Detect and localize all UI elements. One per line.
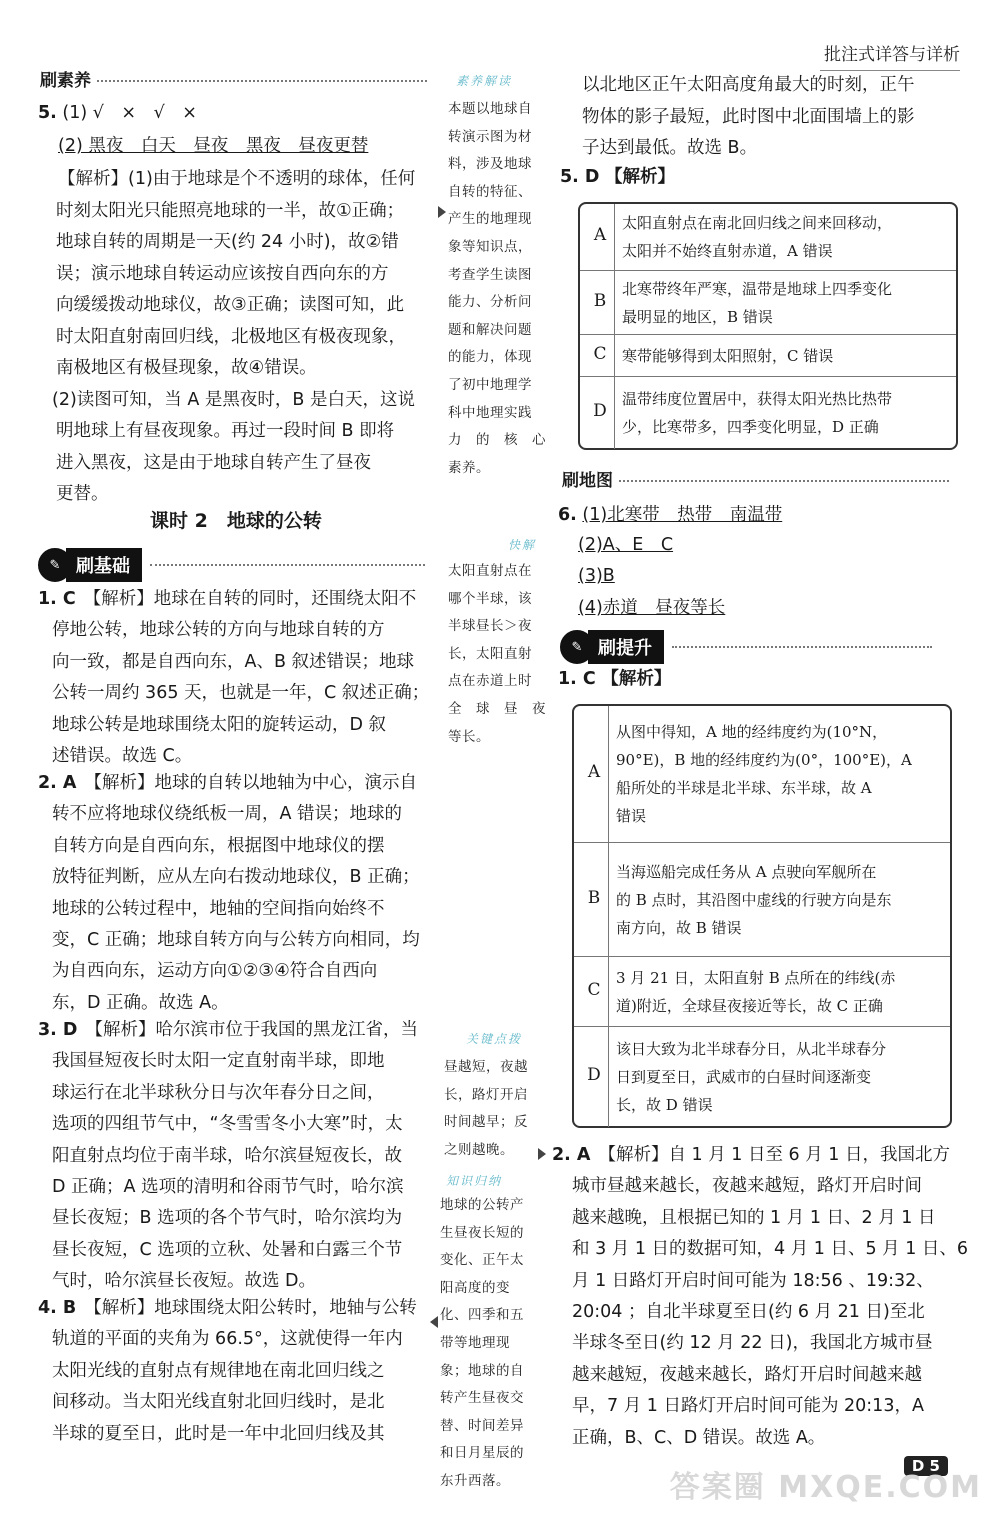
table-row-label: C — [593, 344, 607, 364]
explanation-line: 向缓缓拨动地球仪，故③正确；读图可知，此 — [56, 295, 405, 315]
q3-left-line — [52, 1078, 385, 1109]
q2-left-text: 东，D 正确。故选 A。 — [52, 992, 229, 1013]
q2-right-line — [572, 1423, 825, 1454]
table-row — [574, 706, 950, 842]
table-row-label: B — [587, 888, 601, 908]
note1-title: 素养解读 — [456, 74, 513, 88]
q2-right-text: 【解析】自 1 月 1 日至 6 月 1 日，我国北方 — [598, 1145, 951, 1165]
note-line: 点在赤道上时 — [448, 673, 532, 690]
note-line: 料，涉及地球 — [448, 156, 532, 173]
note-line: 变化、正午太 — [440, 1252, 524, 1269]
note-line: 题和解决问题 — [448, 321, 532, 338]
q1-left-line — [52, 710, 386, 741]
note-line: 能力、分析问 — [448, 294, 532, 311]
q1-left-text: 停地公转，地球公转的方向与地球自转的方 — [52, 620, 385, 641]
q5-left-answers2: (2) 黑夜 白天 昼夜 黑夜 昼夜更替 — [58, 136, 369, 156]
note-line: 带等地理现 — [440, 1335, 510, 1351]
q2-right-text: 半球冬至日(约 12 月 22 日)，我国北方城市昼 — [572, 1333, 933, 1354]
table-cell-line: 北寒带终年严寒，温带是地球上四季变化 — [622, 280, 893, 298]
badge-shuatisheng-label: 刷提升 — [588, 630, 664, 664]
q3-left-line — [52, 1172, 404, 1203]
q4-left-line — [52, 1387, 385, 1418]
explanation-line: 【解析】(1)由于地球是个不透明的球体，任何 — [58, 169, 416, 189]
note-line: 阳高度的变 — [440, 1279, 510, 1296]
note-line: 和日月星辰的 — [440, 1445, 524, 1462]
table-cell-line: 船所处的半球是北半球、东半球，故 A — [616, 779, 872, 797]
q2-left-text: 转不应将地球仪绕纸板一周，A 错误；地球的 — [52, 804, 403, 825]
q5-left-number: 5. — [38, 103, 57, 123]
q6-answer2: (2)A、E C — [578, 535, 674, 555]
q2-left-text: 放特征判断，应从左向右拨动地球仪，B 正确； — [52, 867, 420, 888]
q2-left-line — [52, 894, 385, 925]
note-line: 全 球 昼 夜 — [448, 701, 546, 717]
note-line: 产生的地理现 — [448, 211, 532, 228]
explanation-line: 地球自转的周期是一天(约 24 小时)，故②错 — [56, 232, 399, 252]
explanation-line: 进入黑夜，这是由于地球自转产生了昼夜 — [56, 452, 371, 473]
q1-left-number: 1. C — [38, 589, 76, 609]
note-line: 长，路灯开启 — [444, 1086, 528, 1103]
table-cell-line: 90°E)，B 地的经纬度约为(0°，100°E)，A — [616, 751, 912, 769]
page-header-title: 批注式详答与详析 — [824, 40, 960, 65]
note-line: 本题以地球自 — [448, 101, 532, 117]
q3-left-text: 气时，哈尔滨昼长夜短。故选 D。 — [52, 1271, 317, 1292]
q2-right-line — [572, 1328, 932, 1359]
q2-left-text: 【解析】地球的自转以地轴为中心，演示自 — [84, 773, 417, 793]
note-line: 考查学生读图 — [448, 266, 532, 283]
q1-left-text: 向一致，都是自西向东，A、B 叙述错误；地球 — [52, 651, 415, 672]
q4-left-line — [52, 1356, 385, 1387]
dotted-divider — [619, 480, 949, 482]
analysis-table-q5 — [578, 202, 958, 450]
q5-left-part1 — [38, 98, 197, 129]
q2-left-text: 自转方向是自西向东，根据图中地球仪的摆 — [52, 835, 385, 856]
table-row — [574, 842, 950, 957]
note-line: 化、四季和五 — [440, 1307, 524, 1324]
pointer-arrow-icon — [438, 206, 446, 218]
table-row-label: D — [587, 1065, 601, 1085]
table-cell-line: 少，比寒带多，四季变化明显，D 正确 — [622, 418, 879, 436]
table-divider — [608, 706, 609, 842]
q4-left-text: 【解析】地球围绕太阳公转时，地轴与公转 — [84, 1298, 417, 1318]
q1-left-line — [52, 678, 429, 709]
table-row-label: D — [593, 401, 607, 421]
watermark: 答案圈 MXQE.COM — [669, 1470, 982, 1505]
q2-right-text: 20:04 ；自北半球夏至日(约 6 月 21 日)至北 — [572, 1302, 925, 1322]
table-row-label: A — [587, 762, 601, 782]
q3-left-text: 球运行在北半球秋分日与次年春分日之间， — [52, 1082, 385, 1103]
table-row — [580, 204, 956, 270]
analysis-table-q1 — [572, 704, 952, 1128]
table-cell-line: 道)附近，全球昼夜接近等长，故 C 正确 — [616, 997, 883, 1015]
q1-right-number: 1. C — [558, 669, 596, 689]
q2-right-text: 月 1 日路灯开启时间可能为 18:56 、19:32、 — [572, 1270, 934, 1291]
badge-shuajichu-label: 刷基础 — [66, 548, 142, 582]
note-line: 等长。 — [448, 728, 490, 745]
q3-left-line — [38, 1015, 418, 1046]
table-divider — [614, 271, 615, 335]
q2-right-line — [552, 1140, 950, 1171]
q2-right-text: 和 3 月 1 日的数据可知，4 月 1 日、5 月 1 日、6 — [572, 1239, 969, 1260]
explanation-line: 误；演示地球自转运动应该按自西向东的方 — [56, 263, 389, 284]
q1-right-tag: 【解析】 — [601, 669, 672, 689]
table-cell-line: 南方向，故 B 错误 — [616, 919, 742, 937]
q3-left-line — [52, 1141, 402, 1172]
q2-right-text: 城市昼越来越长，夜越来越短，路灯开启时间 — [572, 1176, 922, 1197]
q3-left-line — [52, 1235, 402, 1266]
q1-right — [558, 664, 671, 695]
note-line: 科中地理实践 — [448, 404, 532, 421]
q3-left-text: 选项的四组节气中，“冬雪雪冬小大寒”时，太 — [52, 1114, 403, 1135]
q2-right-text: 早，7 月 1 日路灯开启时间可能为 20:13，A — [572, 1396, 924, 1417]
pointer-arrow-icon — [430, 1316, 438, 1328]
q4-left-text: 半球的夏至日，此时是一年中北回归线及其 — [52, 1423, 385, 1444]
q3-left-number: 3. D — [38, 1020, 78, 1040]
q2-left-line — [52, 799, 402, 830]
q1-left-line — [52, 615, 385, 646]
explanation-line: 时太阳直射南回归线，北极地区有极夜现象， — [56, 326, 406, 347]
q2-right-line — [572, 1297, 925, 1328]
table-row-label: A — [593, 225, 607, 245]
q4-left-number: 4. B — [38, 1298, 77, 1318]
note-line: 半球昼长＞夜 — [448, 618, 532, 635]
q4-left-text: 太阳光线的直射点有规律地在南北回归线之 — [52, 1360, 385, 1381]
q2-right-line — [572, 1203, 935, 1234]
note-line: 替、时间差异 — [440, 1417, 524, 1434]
table-divider — [608, 957, 609, 1027]
section-shuaditu-label: 刷地图 — [562, 471, 613, 491]
section-shuasuyang — [40, 66, 427, 91]
q2-left-text: 变，C 正确；地球自转方向与公转方向相同，均 — [52, 930, 420, 950]
section-shuasuyang-label: 刷素养 — [40, 71, 91, 91]
note4-title: 知识归纳 — [446, 1174, 503, 1188]
badge-shuajichu — [38, 548, 425, 582]
q1-left-text: 公转一周约 365 天，也就是一年，C 叙述正确； — [52, 683, 430, 704]
table-cell-line: 3 月 21 日，太阳直射 B 点所在的纬线(赤 — [616, 969, 896, 987]
continuation-line: 子达到最低。故选 B。 — [582, 138, 758, 158]
q5-left-answers1: (1) √ × √ × — [62, 103, 197, 123]
note-line: 太阳直射点在 — [448, 563, 532, 579]
note-line: 东升西落。 — [440, 1473, 510, 1489]
explanation-line: 更替。 — [56, 484, 109, 504]
q1-left-line — [38, 584, 416, 615]
table-cell-line: 寒带能够得到太阳照射，C 错误 — [622, 347, 834, 365]
table-cell-line: 该日大致为北半球春分日，从北半球春分 — [616, 1040, 887, 1058]
table-divider — [614, 204, 615, 270]
table-cell-line: 最明显的地区，B 错误 — [622, 308, 773, 326]
table-row — [574, 1026, 950, 1127]
q3-left-text: 昼长夜短；B 选项的各个节气时，哈尔滨均为 — [52, 1208, 403, 1229]
q3-left-line — [52, 1109, 403, 1140]
q1-left-text: 述错误。故选 C。 — [52, 746, 193, 766]
q4-left-line — [52, 1419, 385, 1450]
q3-left-text: 昼长夜短，C 选项的立秋、处暑和白露三个节 — [52, 1239, 403, 1260]
q5-right-tag: 【解析】 — [605, 167, 676, 187]
q2-right-number: 2. A — [552, 1145, 591, 1165]
q3-left-line — [52, 1203, 402, 1234]
q2-right-line — [572, 1171, 922, 1202]
q6-answer4: (4)赤道 昼夜等长 — [578, 598, 726, 618]
q2-right-line — [572, 1391, 924, 1422]
q6-answer1: (1)北寒带 热带 南温带 — [582, 505, 783, 525]
q2-left-text: 为自西向东，运动方向①②③④符合自西向 — [52, 961, 378, 982]
q6-answer3: (3)B — [578, 566, 615, 586]
q2-right-text: 越来越短，夜越来越长，路灯开启时间越来越 — [572, 1364, 922, 1385]
dotted-divider — [672, 646, 932, 648]
table-divider — [608, 1027, 609, 1127]
q3-left-text: 【解析】哈尔滨市位于我国的黑龙江省，当 — [85, 1020, 418, 1040]
pen-book-icon: ✎ — [38, 548, 72, 582]
table-row — [580, 334, 956, 377]
note-line: 哪个半球，该 — [448, 590, 532, 607]
q3-left-text: D 正确；A 选项的清明和谷雨节气时，哈尔滨 — [52, 1177, 404, 1197]
q2-right-line — [572, 1360, 922, 1391]
q4-left-line — [52, 1324, 403, 1355]
dotted-divider — [97, 80, 427, 82]
note-line: 长，太阳直射 — [448, 645, 532, 662]
q2-left-line — [52, 862, 420, 893]
badge-shuatisheng — [560, 630, 932, 664]
note-line: 转演示图为材 — [448, 128, 532, 145]
q5-right — [560, 162, 675, 193]
note-line: 的能力，体现 — [448, 349, 532, 366]
q2-left-line — [38, 768, 417, 799]
q2-left-text: 地球的公转过程中，地轴的空间指向始终不 — [52, 898, 385, 919]
q6-number: 6. — [558, 505, 577, 525]
q3-left-line — [52, 1046, 385, 1077]
note-line: 素养。 — [448, 459, 490, 476]
q2-left-line — [52, 925, 420, 956]
lesson-title: 课时 2 地球的公转 — [150, 510, 322, 532]
note3-title: 关键点拨 — [466, 1032, 523, 1046]
note2-title: 快解 — [508, 538, 537, 552]
explanation-line: 明地球上有昼夜现象。再过一段时间 B 即将 — [56, 421, 395, 441]
note-line: 了初中地理学 — [448, 377, 532, 393]
q6-part1 — [558, 500, 782, 531]
table-cell-line: 的 B 点时，其沿图中虚线的行驶方向是东 — [616, 891, 892, 909]
note-line: 象等知识点， — [448, 239, 532, 255]
q2-right-line — [572, 1266, 934, 1297]
note-line: 转产生昼夜交 — [440, 1390, 524, 1407]
table-cell-line: 太阳直射点在南北回归线之间来回移动， — [622, 214, 893, 232]
table-divider — [614, 335, 615, 377]
explanation-line: 时刻太阳光只能照亮地球的一半，故①正确； — [56, 200, 405, 221]
table-cell-line: 从图中得知，A 地的经纬度约为(10°N， — [616, 723, 888, 741]
page-number: D 5 — [904, 1456, 948, 1476]
note-line: 力 的 核 心 — [448, 432, 546, 449]
q2-right-text: 越来越晚，且根据已知的 1 月 1 日、2 月 1 日 — [572, 1207, 936, 1228]
pointer-arrow-icon — [538, 1148, 546, 1160]
q4-left-text: 间移动。当太阳光线直射北回归线时，是北 — [52, 1392, 385, 1413]
q3-left-text: 阳直射点均位于南半球，哈尔滨昼短夜长，故 — [52, 1145, 402, 1166]
note-line: 时间越早；反 — [444, 1114, 528, 1131]
q1-left-line — [52, 647, 414, 678]
note-line: 昼越短，夜越 — [444, 1059, 528, 1075]
explanation-line: (2)读图可知，当 A 是黑夜时，B 是白天，这说 — [52, 389, 415, 410]
table-row — [580, 376, 956, 449]
table-cell-line: 温带纬度位置居中，获得太阳光热比热带 — [622, 390, 893, 408]
table-row — [580, 270, 956, 335]
note-line: 自转的特征、 — [448, 183, 532, 200]
table-row — [574, 956, 950, 1027]
q4-left-text: 轨道的平面的夹角为 66.5°，这就使得一年内 — [52, 1329, 403, 1350]
q2-right-line — [572, 1234, 968, 1265]
table-row-label: C — [587, 980, 601, 1000]
dotted-divider — [150, 564, 425, 566]
table-divider — [614, 377, 615, 449]
q2-left-number: 2. A — [38, 773, 77, 793]
note-line: 地球的公转产 — [440, 1197, 524, 1213]
q2-right-text: 正确，B、C、D 错误。故选 A。 — [572, 1427, 826, 1448]
note-line: 生昼夜长短的 — [440, 1224, 524, 1241]
table-divider — [608, 843, 609, 957]
table-cell-line: 错误 — [616, 807, 647, 825]
explanation-line: 南极地区有极昼现象，故④错误。 — [56, 358, 317, 378]
continuation-line: 物体的影子最短，此时图中北面围墙上的影 — [582, 106, 915, 127]
continuation-line: 以北地区正午太阳高度角最大的时刻，正午 — [582, 75, 915, 95]
table-cell-line: 日到夏至日，武威市的白昼时间逐渐变 — [616, 1068, 872, 1086]
q2-left-line — [52, 831, 385, 862]
q3-left-text: 我国昼短夜长时太阳一定直射南半球，即地 — [52, 1051, 385, 1072]
table-row-label: B — [593, 291, 607, 311]
pen-book-icon: ✎ — [560, 630, 594, 664]
section-shuaditu — [562, 466, 949, 491]
q4-left-line — [38, 1293, 417, 1324]
q2-left-line — [52, 956, 377, 987]
table-cell-line: 太阳并不始终直射赤道，A 错误 — [622, 242, 833, 260]
table-cell-line: 当海巡船完成任务从 A 点驶向军舰所在 — [616, 863, 877, 881]
q5-right-number: 5. D — [560, 167, 600, 187]
q1-left-text: 地球公转是地球围绕太阳的旋转运动，D 叙 — [52, 714, 387, 735]
note-line: 之则越晚。 — [444, 1141, 514, 1158]
table-cell-line: 长，故 D 错误 — [616, 1096, 713, 1114]
note-line: 象；地球的自 — [440, 1362, 524, 1379]
q1-left-text: 【解析】地球在自转的同时，还围绕太阳不 — [83, 589, 417, 609]
